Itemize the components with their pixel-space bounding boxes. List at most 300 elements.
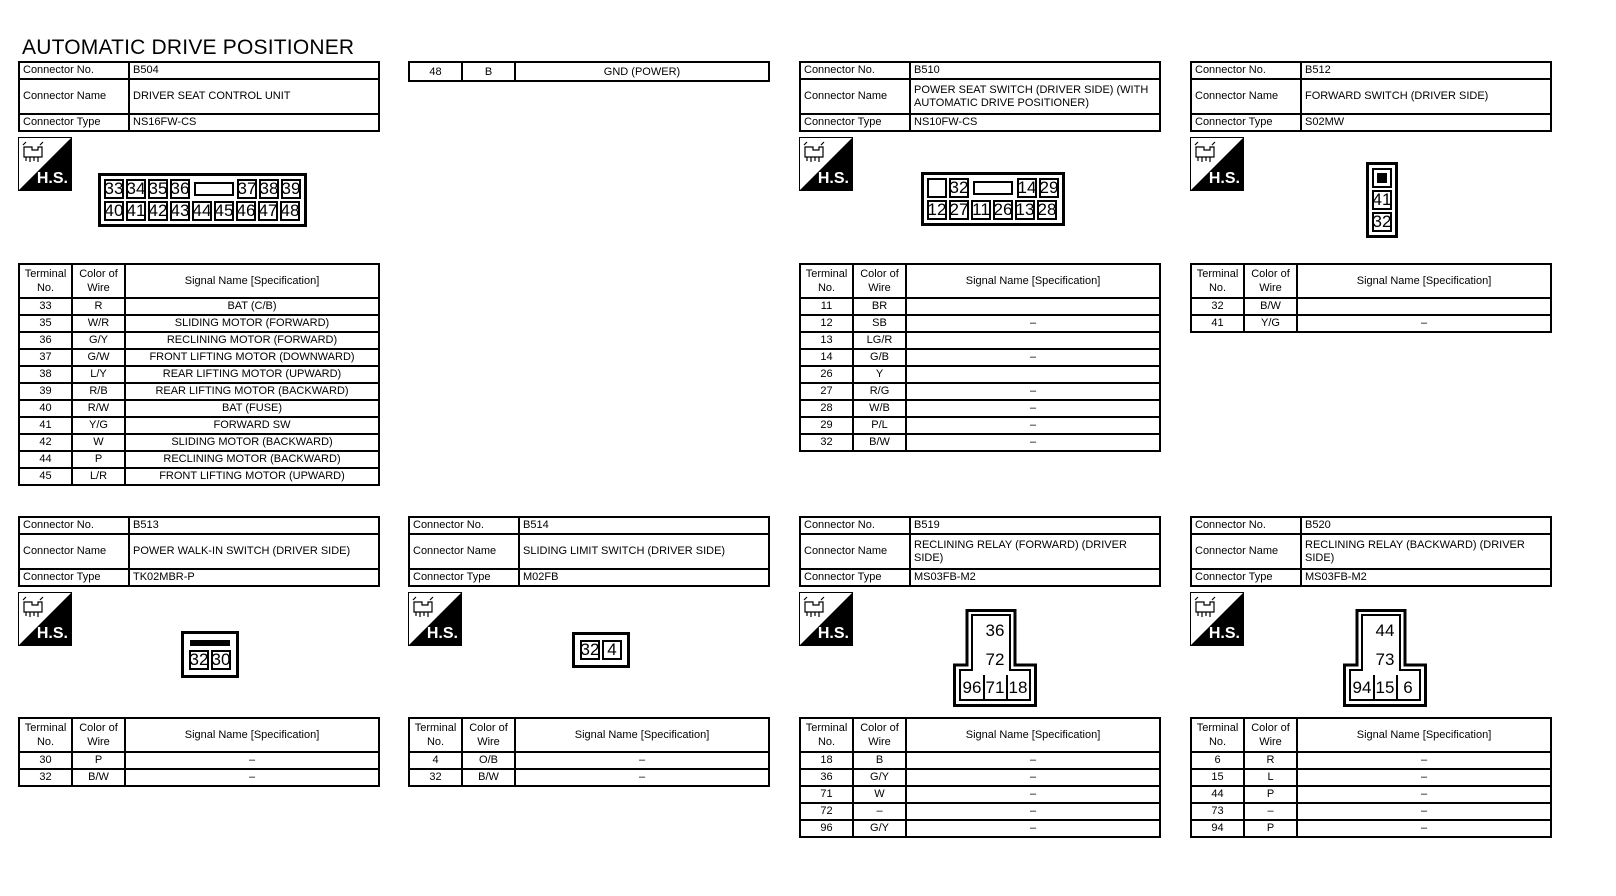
connector-no-value: B514	[519, 517, 769, 534]
color-cell: L/Y	[72, 366, 125, 383]
signal-cell: –	[1297, 786, 1551, 803]
pin-cell: 30	[211, 650, 231, 669]
terminal-cell: 29	[800, 417, 853, 434]
connector-info-table	[18, 61, 380, 132]
pin-cell: 96	[962, 678, 982, 697]
table-row	[19, 434, 379, 451]
pin-cell: 71	[985, 678, 1005, 697]
pin-cell: 29	[1039, 178, 1059, 197]
connector-type-value: TK02MBR-P	[129, 569, 379, 586]
color-cell: W/B	[853, 400, 906, 417]
terminal-cell: 73	[1191, 803, 1244, 820]
connector-name-value: RECLINING RELAY (FORWARD) (DRIVER SIDE)	[910, 534, 1160, 569]
table-row	[800, 752, 1160, 769]
page-title: AUTOMATIC DRIVE POSITIONER	[22, 36, 355, 59]
terminal-cell: 12	[800, 315, 853, 332]
table-row	[409, 752, 769, 769]
connector-face	[98, 173, 307, 227]
terminal-cell: 44	[1191, 786, 1244, 803]
signal-cell: –	[906, 803, 1160, 820]
signal-cell: REAR LIFTING MOTOR (BACKWARD)	[125, 383, 379, 400]
table-row	[19, 298, 379, 315]
pin-cell: 27	[949, 200, 969, 219]
color-cell: G/Y	[72, 332, 125, 349]
color-cell: G/B	[853, 349, 906, 366]
color-cell: B	[853, 752, 906, 769]
signal-table	[18, 263, 380, 486]
connector-no-label: Connector No.	[19, 62, 129, 79]
color-cell: G/Y	[853, 820, 906, 837]
terminal-cell: 94	[1191, 820, 1244, 837]
signal-name-header: Signal Name [Specification]	[125, 264, 379, 298]
color-cell: P	[72, 451, 125, 468]
signal-table	[1190, 717, 1552, 838]
signal-table	[18, 717, 380, 787]
table-row	[800, 315, 1160, 332]
terminal-cell: 40	[19, 400, 72, 417]
table-row	[800, 349, 1160, 366]
table-row	[19, 468, 379, 485]
pin-cell: 43	[170, 201, 190, 220]
signal-cell	[906, 298, 1160, 315]
pin-cell: 41	[126, 201, 146, 220]
table-row	[800, 434, 1160, 451]
connector-name-label: Connector Name	[800, 534, 910, 569]
table-row	[1191, 820, 1551, 837]
signal-cell: BAT (FUSE)	[125, 400, 379, 417]
terminal-cell: 38	[19, 366, 72, 383]
color-cell: Y	[853, 366, 906, 383]
pin-cell: 32	[580, 640, 600, 659]
signal-cell	[906, 332, 1160, 349]
connector-face	[572, 632, 630, 668]
color-cell: P	[72, 752, 125, 769]
color-of-wire-header: Color of Wire	[1244, 718, 1297, 752]
connector-type-label: Connector Type	[1191, 114, 1301, 131]
connector-no-value: B504	[129, 62, 379, 79]
table-row	[800, 366, 1160, 383]
pin-divider	[1373, 675, 1375, 699]
signal-name-header: Signal Name [Specification]	[906, 718, 1160, 752]
connector-name-label: Connector Name	[19, 79, 129, 114]
color-cell: R	[72, 298, 125, 315]
connector-name-label: Connector Name	[1191, 79, 1301, 114]
pin-cell: 37	[237, 179, 257, 198]
signal-cell: FRONT LIFTING MOTOR (UPWARD)	[125, 468, 379, 485]
color-of-wire-header: Color of Wire	[1244, 264, 1297, 298]
terminal-cell: 39	[19, 383, 72, 400]
connector-type-value: NS16FW-CS	[129, 114, 379, 131]
connector-name-value: RECLINING RELAY (BACKWARD) (DRIVER SIDE)	[1301, 534, 1551, 569]
connector-face	[1342, 609, 1428, 707]
table-row	[19, 769, 379, 786]
hs-label: H.S.	[426, 625, 458, 642]
pin-cell: 26	[993, 200, 1013, 219]
key-slot	[190, 640, 230, 646]
terminal-cell: 15	[1191, 769, 1244, 786]
terminal-cell: 32	[800, 434, 853, 451]
color-cell: P	[1244, 786, 1297, 803]
color-of-wire-header: Color of Wire	[853, 264, 906, 298]
signal-name-header: Signal Name [Specification]	[515, 718, 769, 752]
pin-cell: 41	[1372, 190, 1392, 209]
color-cell: G/W	[72, 349, 125, 366]
terminal-no-header: Terminal No.	[1191, 264, 1244, 298]
connector-name-value: DRIVER SEAT CONTROL UNIT	[129, 79, 379, 114]
connector-type-label: Connector Type	[19, 114, 129, 131]
table-row	[1191, 803, 1551, 820]
terminal-cell: 6	[1191, 752, 1244, 769]
signal-cell: FRONT LIFTING MOTOR (DOWNWARD)	[125, 349, 379, 366]
pin-cell: 15	[1375, 678, 1395, 697]
terminal-no-header: Terminal No.	[1191, 718, 1244, 752]
table-row	[800, 820, 1160, 837]
color-cell: Y/G	[72, 417, 125, 434]
pin-cell: 40	[104, 201, 124, 220]
connector-no-value: B520	[1301, 517, 1551, 534]
signal-cell: –	[515, 769, 769, 786]
signal-cell: –	[906, 349, 1160, 366]
signal-cell: –	[906, 383, 1160, 400]
table-row	[19, 383, 379, 400]
pin-cell: 48	[280, 201, 300, 220]
signal-cell: –	[125, 752, 379, 769]
hs-label: H.S.	[1208, 170, 1240, 187]
signal-cell: –	[906, 786, 1160, 803]
terminal-cell: 35	[19, 315, 72, 332]
signal-cell: –	[906, 315, 1160, 332]
connector-no-label: Connector No.	[800, 62, 910, 79]
connector-type-value: M02FB	[519, 569, 769, 586]
color-cell: P/L	[853, 417, 906, 434]
signal-cell: –	[906, 820, 1160, 837]
table-row	[800, 803, 1160, 820]
pin-cell: 47	[258, 201, 278, 220]
pin-cell: 36	[985, 621, 1005, 640]
signal-cell: RECLINING MOTOR (BACKWARD)	[125, 451, 379, 468]
hs-label: H.S.	[817, 170, 849, 187]
pin-cell	[192, 179, 235, 199]
table-row	[409, 769, 769, 786]
terminal-no-header: Terminal No.	[800, 718, 853, 752]
connector-no-label: Connector No.	[1191, 62, 1301, 79]
terminal-cell: 48	[409, 62, 462, 81]
pin-cell: 32	[189, 650, 209, 669]
color-cell: Y/G	[1244, 315, 1297, 332]
table-row	[800, 298, 1160, 315]
connector-info-table	[1190, 61, 1552, 132]
signal-cell	[906, 366, 1160, 383]
pin-cell: 72	[985, 650, 1005, 669]
terminal-cell: 41	[1191, 315, 1244, 332]
terminal-cell: 11	[800, 298, 853, 315]
color-cell: R/G	[853, 383, 906, 400]
color-cell: O/B	[462, 752, 515, 769]
table-row	[19, 366, 379, 383]
connector-info-table	[799, 61, 1161, 132]
pin-cell: 13	[1015, 200, 1035, 219]
pin-cell: 32	[949, 178, 969, 197]
table-row	[19, 400, 379, 417]
connector-name-value: FORWARD SWITCH (DRIVER SIDE)	[1301, 79, 1551, 114]
pin-cell: 4	[602, 640, 622, 660]
pin-cell: 33	[104, 179, 124, 198]
connector-name-value: SLIDING LIMIT SWITCH (DRIVER SIDE)	[519, 534, 769, 569]
terminal-no-header: Terminal No.	[800, 264, 853, 298]
color-cell: R/B	[72, 383, 125, 400]
signal-cell: SLIDING MOTOR (BACKWARD)	[125, 434, 379, 451]
harness-side-icon	[18, 592, 72, 646]
table-row	[800, 383, 1160, 400]
table-row	[19, 417, 379, 434]
connector-no-value: B510	[910, 62, 1160, 79]
color-cell: SB	[853, 315, 906, 332]
signal-cell: –	[125, 769, 379, 786]
terminal-cell: 33	[19, 298, 72, 315]
hs-label: H.S.	[36, 625, 68, 642]
terminal-cell: 41	[19, 417, 72, 434]
connector-no-value: B512	[1301, 62, 1551, 79]
signal-table	[1190, 263, 1552, 333]
color-cell: R	[1244, 752, 1297, 769]
terminal-cell: 30	[19, 752, 72, 769]
signal-cell: BAT (C/B)	[125, 298, 379, 315]
color-cell: B/W	[462, 769, 515, 786]
color-cell: L	[1244, 769, 1297, 786]
signal-table	[799, 263, 1161, 452]
color-cell: –	[1244, 803, 1297, 820]
connector-no-value: B513	[129, 517, 379, 534]
table-row	[800, 400, 1160, 417]
terminal-cell: 27	[800, 383, 853, 400]
signal-name-header: Signal Name [Specification]	[125, 718, 379, 752]
terminal-cell: 4	[409, 752, 462, 769]
table-row	[1191, 786, 1551, 803]
connector-type-value: NS10FW-CS	[910, 114, 1160, 131]
pin-cell: 28	[1037, 200, 1057, 219]
terminal-no-header: Terminal No.	[19, 264, 72, 298]
connector-type-value: MS03FB-M2	[1301, 569, 1551, 586]
pin-cell	[971, 178, 1015, 198]
color-cell: B/W	[1244, 298, 1297, 315]
color-cell: B	[462, 62, 515, 81]
terminal-cell: 72	[800, 803, 853, 820]
terminal-cell: 28	[800, 400, 853, 417]
connector-type-label: Connector Type	[19, 569, 129, 586]
continuation-row	[408, 61, 770, 82]
pin-cell: 44	[1375, 621, 1395, 640]
connector-info-table	[408, 516, 770, 587]
connector-no-label: Connector No.	[800, 517, 910, 534]
table-row	[800, 332, 1160, 349]
pin-cell: 94	[1352, 678, 1372, 697]
harness-side-icon	[799, 137, 853, 191]
connector-face	[181, 631, 239, 678]
connector-no-value: B519	[910, 517, 1160, 534]
table-row	[1191, 752, 1551, 769]
terminal-cell: 14	[800, 349, 853, 366]
table-row	[19, 315, 379, 332]
signal-cell: –	[906, 434, 1160, 451]
key-square	[1377, 173, 1387, 183]
pin-divider	[1396, 675, 1398, 699]
pin-divider	[1006, 675, 1008, 699]
signal-cell: SLIDING MOTOR (FORWARD)	[125, 315, 379, 332]
pin-cell: 34	[126, 179, 146, 198]
signal-cell: –	[906, 752, 1160, 769]
table-row	[19, 451, 379, 468]
terminal-no-header: Terminal No.	[19, 718, 72, 752]
signal-table	[408, 717, 770, 787]
signal-cell: RECLINING MOTOR (FORWARD)	[125, 332, 379, 349]
color-cell: L/R	[72, 468, 125, 485]
connector-no-label: Connector No.	[19, 517, 129, 534]
terminal-cell: 26	[800, 366, 853, 383]
table-row	[800, 786, 1160, 803]
terminal-no-header: Terminal No.	[409, 718, 462, 752]
connector-info-table	[18, 516, 380, 587]
harness-side-icon	[408, 592, 462, 646]
table-row	[19, 332, 379, 349]
connector-face	[1366, 162, 1398, 238]
terminal-cell: 13	[800, 332, 853, 349]
harness-side-icon	[799, 592, 853, 646]
connector-no-label: Connector No.	[1191, 517, 1301, 534]
color-of-wire-header: Color of Wire	[72, 264, 125, 298]
signal-name-header: Signal Name [Specification]	[1297, 264, 1551, 298]
color-cell: G/Y	[853, 769, 906, 786]
connector-type-label: Connector Type	[1191, 569, 1301, 586]
terminal-cell: 32	[19, 769, 72, 786]
terminal-cell: 71	[800, 786, 853, 803]
signal-cell: –	[515, 752, 769, 769]
pin-cell: 6	[1403, 678, 1413, 697]
connector-type-label: Connector Type	[409, 569, 519, 586]
pin-cell: 44	[192, 201, 212, 220]
terminal-cell: 42	[19, 434, 72, 451]
hs-label: H.S.	[36, 170, 68, 187]
pin-cell: 39	[281, 179, 301, 198]
table-row	[800, 769, 1160, 786]
connector-name-value: POWER WALK-IN SWITCH (DRIVER SIDE)	[129, 534, 379, 569]
signal-cell: REAR LIFTING MOTOR (UPWARD)	[125, 366, 379, 383]
signal-cell: –	[1297, 820, 1551, 837]
pin-cell	[1372, 168, 1392, 188]
connector-type-label: Connector Type	[800, 114, 910, 131]
signal-cell: FORWARD SW	[125, 417, 379, 434]
terminal-cell: 37	[19, 349, 72, 366]
table-row	[19, 349, 379, 366]
pin-cell: 42	[148, 201, 168, 220]
harness-side-icon	[1190, 592, 1244, 646]
table-row	[19, 752, 379, 769]
pin-cell: 36	[170, 179, 190, 198]
color-cell: B/W	[72, 769, 125, 786]
connector-info-table	[1190, 516, 1552, 587]
color-cell: P	[1244, 820, 1297, 837]
signal-cell: –	[1297, 752, 1551, 769]
signal-table	[799, 717, 1161, 838]
table-row	[800, 417, 1160, 434]
connector-type-value: MS03FB-M2	[910, 569, 1160, 586]
hs-label: H.S.	[817, 625, 849, 642]
pin-cell: 12	[927, 200, 947, 219]
signal-cell	[1297, 298, 1551, 315]
color-cell: LG/R	[853, 332, 906, 349]
color-of-wire-header: Color of Wire	[462, 718, 515, 752]
color-cell: W	[853, 786, 906, 803]
terminal-cell: 32	[1191, 298, 1244, 315]
table-row	[1191, 769, 1551, 786]
signal-name-header: Signal Name [Specification]	[1297, 718, 1551, 752]
signal-cell: –	[1297, 803, 1551, 820]
signal-name-header: Signal Name [Specification]	[906, 264, 1160, 298]
signal-cell: GND (POWER)	[515, 62, 769, 81]
color-cell: BR	[853, 298, 906, 315]
signal-cell: –	[1297, 769, 1551, 786]
pin-cell: 32	[1372, 212, 1392, 231]
signal-cell: –	[906, 400, 1160, 417]
color-cell: –	[853, 803, 906, 820]
harness-side-icon	[1190, 137, 1244, 191]
terminal-cell: 45	[19, 468, 72, 485]
pin-cell: 35	[148, 179, 168, 198]
connector-info-table	[799, 516, 1161, 587]
terminal-cell: 44	[19, 451, 72, 468]
signal-cell: –	[1297, 315, 1551, 332]
terminal-cell: 32	[409, 769, 462, 786]
color-cell: W/R	[72, 315, 125, 332]
terminal-cell: 96	[800, 820, 853, 837]
table-row	[1191, 298, 1551, 315]
pin-cell: 14	[1017, 178, 1037, 197]
pin-cell: 46	[236, 201, 256, 220]
hs-label: H.S.	[1208, 625, 1240, 642]
connector-type-value: S02MW	[1301, 114, 1551, 131]
connector-face	[921, 172, 1065, 226]
pin-divider	[983, 675, 985, 699]
color-cell: R/W	[72, 400, 125, 417]
pin-cell: 18	[1008, 678, 1028, 697]
connector-name-label: Connector Name	[1191, 534, 1301, 569]
connector-name-value: POWER SEAT SWITCH (DRIVER SIDE) (WITH AUTOMATIC DRIVE POSITIONER)	[910, 79, 1160, 114]
pin-cell	[927, 178, 947, 198]
terminal-cell: 36	[800, 769, 853, 786]
pin-cell: 11	[972, 200, 990, 219]
terminal-cell: 36	[19, 332, 72, 349]
connector-no-label: Connector No.	[409, 517, 519, 534]
color-cell: B/W	[853, 434, 906, 451]
signal-cell: –	[906, 769, 1160, 786]
connector-name-label: Connector Name	[409, 534, 519, 569]
connector-name-label: Connector Name	[19, 534, 129, 569]
terminal-cell: 18	[800, 752, 853, 769]
pin-cell: 45	[214, 201, 234, 220]
color-of-wire-header: Color of Wire	[853, 718, 906, 752]
connector-name-label: Connector Name	[800, 79, 910, 114]
key-slot	[194, 182, 234, 196]
connector-type-label: Connector Type	[800, 569, 910, 586]
connector-face	[952, 609, 1038, 707]
pin-cell: 73	[1375, 650, 1395, 669]
harness-side-icon	[18, 137, 72, 191]
pin-cell: 38	[259, 179, 279, 198]
color-cell: W	[72, 434, 125, 451]
table-row	[1191, 315, 1551, 332]
signal-cell: –	[906, 417, 1160, 434]
key-slot	[973, 181, 1013, 195]
color-of-wire-header: Color of Wire	[72, 718, 125, 752]
